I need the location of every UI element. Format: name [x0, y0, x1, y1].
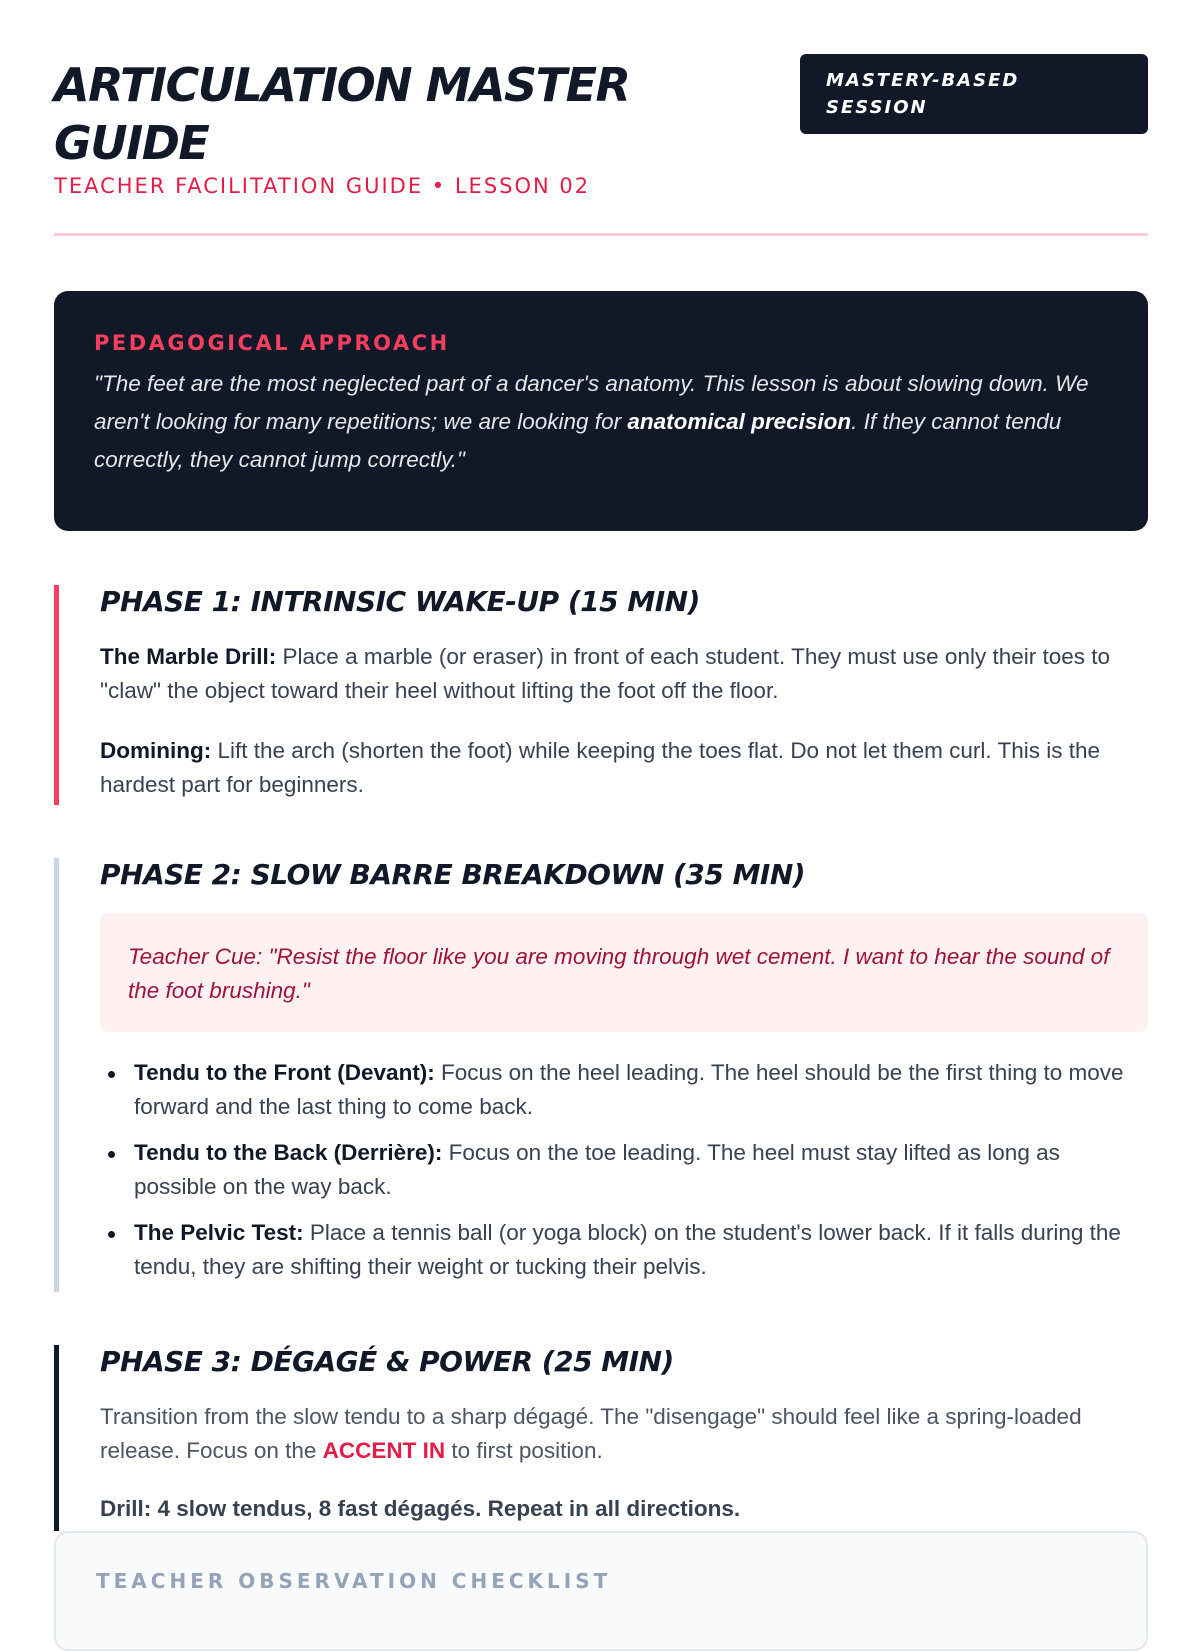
point-term: The Pelvic Test: [134, 1220, 304, 1245]
phase-1-section [54, 585, 1148, 805]
point-term: Tendu to the Front (Devant): [134, 1060, 435, 1085]
quote-text-start: "The feet are the most neglected part of a dancer's anatomy. This lesson is about slowing down. We aren't looking for many repetitions; we are looking for [94, 371, 1089, 434]
approach-label: PEDAGOGICAL APPROACH [94, 331, 450, 355]
header-divider [54, 233, 1148, 236]
domining-term: Domining: [100, 738, 212, 763]
degage-paragraph [100, 1400, 1148, 1468]
point-text: Focus on the toe leading. The heel must stay lifted as long as possible on the way back. [134, 1140, 1060, 1199]
badge-line-2: SESSION [826, 97, 928, 118]
phase-2-accent-bar [54, 858, 59, 1292]
header [54, 56, 1148, 236]
phase-3-accent-bar [54, 1345, 59, 1531]
bullet-icon [108, 1231, 115, 1238]
phase-2-title: PHASE 2: SLOW BARRE BREAKDOWN (35 MIN) [100, 858, 806, 891]
quote-emphasis: anatomical precision [627, 409, 852, 434]
page-title: ARTICULATION MASTER GUIDE [54, 58, 630, 170]
pedagogical-approach-card [54, 291, 1148, 531]
marble-drill-text: Place a marble (or eraser) in front of each student. They must use only their toes to "claw" the object toward their heel without lifting the foot off the floor. [100, 644, 1111, 703]
list-item [100, 1136, 1148, 1204]
phase-1-accent-bar [54, 585, 59, 805]
checklist-label: TEACHER OBSERVATION CHECKLIST [96, 1569, 612, 1593]
point-text: Focus on the heel leading. The heel should be the first thing to move forward and the last thing to come back. [134, 1060, 1124, 1119]
barre-points-list [100, 1056, 1148, 1284]
observation-checklist-card [54, 1531, 1148, 1651]
badge-line-1: MASTERY-BASED [826, 70, 1020, 91]
approach-quote [94, 365, 1108, 479]
point-term: Tendu to the Back (Derrière): [134, 1140, 443, 1165]
degage-text-start: Transition from the slow tendu to a sharp dégagé. The "disengage" should feel like a spring-loaded release. Focus on the [100, 1404, 1082, 1463]
marble-drill-paragraph [100, 640, 1148, 708]
list-item [100, 1056, 1148, 1124]
page [54, 0, 1148, 1600]
session-badge [800, 54, 1148, 134]
list-item [100, 1216, 1148, 1284]
accent-in-highlight: ACCENT IN [322, 1438, 446, 1463]
domining-paragraph [100, 734, 1148, 802]
marble-drill-term: The Marble Drill: [100, 644, 277, 669]
phase-3-section [54, 1345, 1148, 1531]
point-text: Place a tennis ball (or yoga block) on the student's lower back. If it falls during the tendu, they are shifting their weight or tucking their pelvis. [134, 1220, 1121, 1279]
bullet-icon [108, 1071, 115, 1078]
phase-1-title: PHASE 1: INTRINSIC WAKE-UP (15 MIN) [100, 585, 700, 618]
quote-text-end: . If they cannot tendu correctly, they cannot jump correctly." [94, 409, 1062, 472]
phase-2-section [54, 858, 1148, 1292]
page-subtitle: TEACHER FACILITATION GUIDE • LESSON 02 [54, 174, 591, 198]
phase-3-title: PHASE 3: DÉGAGÉ & POWER (25 MIN) [100, 1345, 674, 1378]
teacher-cue-box: Teacher Cue: "Resist the floor like you are moving through wet cement. I want to hear the sound of the foot brushing." [100, 913, 1148, 1032]
domining-text: Lift the arch (shorten the foot) while keeping the toes flat. Do not let them curl. This is the hardest part for beginners. [100, 738, 1101, 797]
degage-text-end: to first position. [445, 1438, 603, 1463]
bullet-icon [108, 1151, 115, 1158]
drill-paragraph: Drill: 4 slow tendus, 8 fast dégagés. Repeat in all directions. [100, 1496, 741, 1521]
